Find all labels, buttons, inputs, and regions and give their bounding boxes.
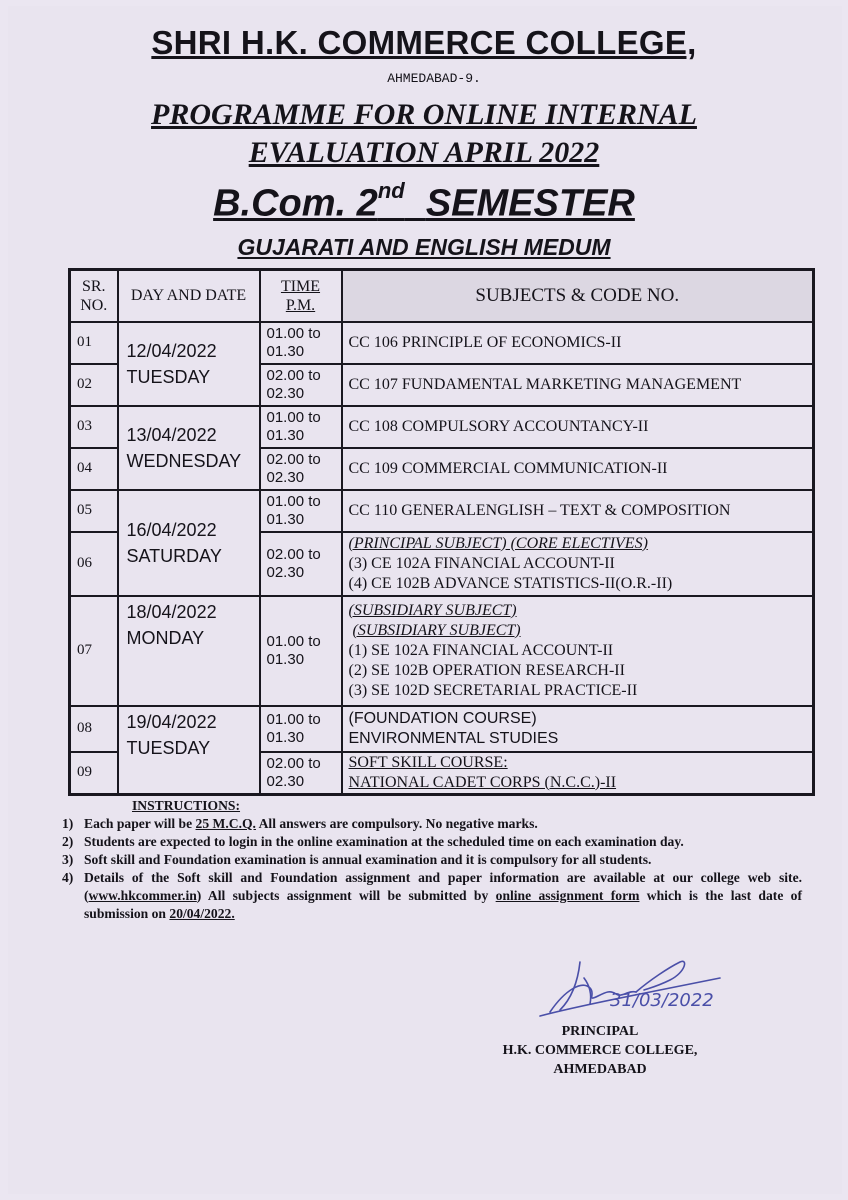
assignment-form-text: online assignment form	[495, 888, 640, 903]
row-time: 01.00 to 01.30	[260, 490, 342, 532]
subject-heading: SOFT SKILL COURSE:	[348, 753, 508, 771]
row-sr: 06	[70, 532, 118, 596]
instruction-text	[84, 815, 802, 833]
instruction-text-part: which is the last date of submission on	[84, 888, 803, 921]
table-row	[70, 596, 814, 706]
row-time: 02.00 to 02.30	[260, 532, 342, 596]
day-name: TUESDAY	[126, 737, 211, 758]
row-subject: CC 106 PRINCIPLE OF ECONOMICS-II	[342, 322, 814, 364]
instruction-text-part: ) All subjects assignment will be submitted by	[196, 888, 496, 903]
row-time: 01.00 to 01.30	[260, 706, 342, 752]
instruction-text: Students are expected to login in the online examination at the scheduled time on each examination day.	[84, 834, 684, 849]
row-subject	[342, 752, 814, 795]
header-time	[260, 270, 342, 322]
subject-line: (2) SE 102B OPERATION RESEARCH-II	[348, 661, 625, 679]
row-subject: CC 108 COMPULSORY ACCOUNTANCY-II	[342, 406, 814, 448]
day-name: SATURDAY	[126, 545, 222, 566]
row-sr: 07	[70, 596, 118, 706]
row-subject	[342, 596, 814, 706]
day-name: TUESDAY	[126, 366, 211, 387]
row-time: 01.00 to 01.30	[260, 406, 342, 448]
row-subject: CC 107 FUNDAMENTAL MARKETING MANAGEMENT	[342, 364, 814, 406]
programme-title	[0, 96, 848, 172]
day-cell	[118, 406, 260, 490]
row-sr: 05	[70, 490, 118, 532]
college-name: SHRI H.K. COMMERCE COLLEGE,	[151, 24, 697, 61]
website-link[interactable]: www.hkcommer.in	[88, 888, 197, 903]
subject-line: (3) SE 102D SECRETARIAL PRACTICE-II	[348, 681, 638, 699]
table-row	[70, 490, 814, 532]
row-subject	[342, 706, 814, 752]
instruction-number: 4)	[62, 870, 74, 885]
header-subject: SUBJECTS & CODE NO.	[342, 270, 814, 322]
signature-date: 31/03/2022	[610, 990, 714, 1011]
row-subject	[342, 532, 814, 596]
instruction-text	[84, 869, 802, 923]
subject-line: (4) CE 102B ADVANCE STATISTICS-II(O.R.-II)	[348, 574, 673, 592]
subject-heading: (PRINCIPAL SUBJECT) (CORE ELECTIVES)	[348, 534, 648, 552]
row-subject: CC 109 COMMERCIAL COMMUNICATION-II	[342, 448, 814, 490]
instruction-number: 2)	[62, 834, 74, 849]
row-sr: 02	[70, 364, 118, 406]
subject-line: (3) CE 102A FINANCIAL ACCOUNT-II	[348, 554, 615, 572]
day-date: 18/04/2022	[126, 601, 217, 622]
subject-heading: (FOUNDATION COURSE)	[348, 709, 537, 727]
day-cell	[118, 322, 260, 406]
row-time: 01.00 to 01.30	[260, 596, 342, 706]
schedule-table-wrap	[68, 268, 818, 808]
row-time: 01.00 to 01.30	[260, 322, 342, 364]
semester-suffix: SEMESTER	[425, 182, 635, 225]
subject-heading: (SUBSIDIARY SUBJECT)	[348, 601, 517, 619]
college-city: AHMEDABAD-9.	[387, 71, 481, 86]
subject-line: (1) SE 102A FINANCIAL ACCOUNT-II	[348, 641, 614, 659]
instructions-title: INSTRUCTIONS:	[132, 798, 241, 813]
day-date: 13/04/2022	[126, 424, 217, 445]
semester-prefix: B.Com. 2	[213, 182, 378, 225]
instruction-text-part: All answers are compulsory. No negative marks.	[255, 816, 538, 831]
row-sr: 01	[70, 322, 118, 364]
instruction-text-part: Each paper will be	[84, 816, 196, 831]
subject-line: NATIONAL CADET CORPS (N.C.C.)-II	[348, 773, 617, 791]
programme-title-line2: EVALUATION APRIL 2022	[248, 136, 600, 169]
table-row	[70, 706, 814, 752]
instruction-text: Soft skill and Foundation examination is annual examination and it is compulsory for all students.	[84, 852, 652, 867]
row-sr: 08	[70, 706, 118, 752]
row-subject: CC 110 GENERALENGLISH – TEXT & COMPOSITION	[342, 490, 814, 532]
instruction-item	[62, 869, 802, 923]
day-cell	[118, 490, 260, 596]
medium-title: GUJARATI AND ENGLISH MEDUM	[237, 234, 611, 260]
row-sr: 03	[70, 406, 118, 448]
table-row	[70, 406, 814, 448]
instruction-item	[62, 815, 802, 833]
instruction-item	[62, 833, 802, 851]
mcq-count: 25 M.C.Q.	[195, 816, 256, 831]
row-time: 02.00 to 02.30	[260, 752, 342, 795]
principal-title: PRINCIPAL	[561, 1024, 639, 1039]
row-time: 02.00 to 02.30	[260, 448, 342, 490]
header-day: DAY AND DATE	[118, 270, 260, 322]
last-date: 20/04/2022.	[169, 906, 235, 921]
semester-title	[0, 178, 848, 226]
subject-line: ENVIRONMENTAL STUDIES	[348, 729, 559, 747]
programme-title-line1: PROGRAMME FOR ONLINE INTERNAL	[151, 98, 697, 131]
header-sr: SR. NO.	[70, 270, 118, 322]
principal-org: H.K. COMMERCE COLLEGE,	[502, 1043, 698, 1058]
instruction-text-part: Details of the Soft skill and Foundation assignment and paper information are available at our college web site.(	[84, 870, 802, 903]
day-cell	[118, 706, 260, 795]
instruction-number: 3)	[62, 852, 74, 867]
table-header-row	[70, 270, 814, 322]
day-date: 16/04/2022	[126, 519, 217, 540]
principal-city: AHMEDABAD	[553, 1062, 647, 1077]
header-time-label: TIME P.M.	[280, 277, 321, 314]
day-cell	[118, 596, 260, 706]
schedule-table	[68, 268, 815, 796]
principal-block	[500, 1022, 700, 1079]
subject-heading: (SUBSIDIARY SUBJECT)	[352, 621, 521, 639]
instruction-item	[62, 851, 802, 869]
row-sr: 09	[70, 752, 118, 795]
instructions	[62, 797, 802, 923]
table-row	[70, 322, 814, 364]
day-date: 12/04/2022	[126, 340, 217, 361]
row-sr: 04	[70, 448, 118, 490]
instruction-number: 1)	[62, 816, 74, 831]
row-time: 02.00 to 02.30	[260, 364, 342, 406]
semester-sup: nd	[377, 178, 405, 203]
day-date: 19/04/2022	[126, 711, 217, 732]
day-name: MONDAY	[126, 627, 205, 648]
day-name: WEDNESDAY	[126, 450, 242, 471]
